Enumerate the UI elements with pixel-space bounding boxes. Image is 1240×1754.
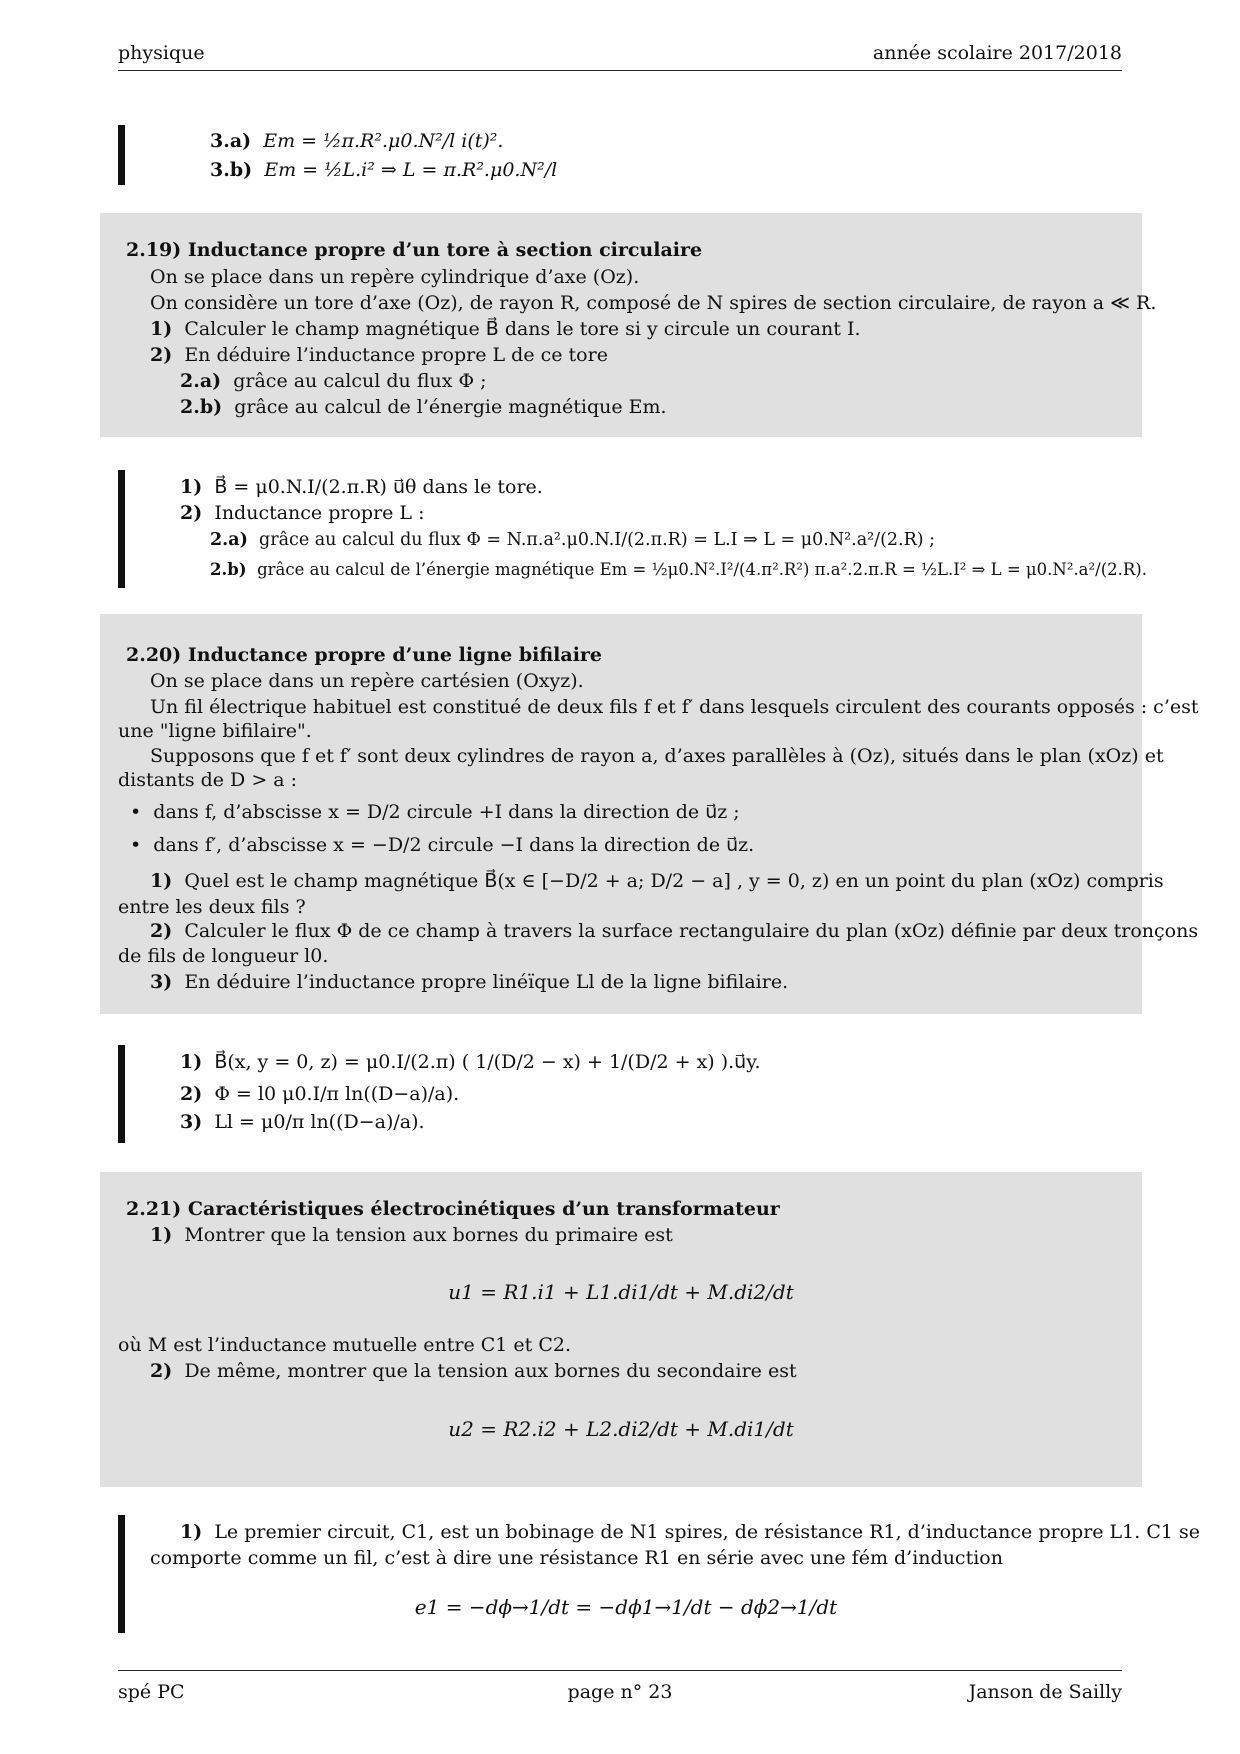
paragraph: une "ligne bifilaire".: [118, 720, 312, 742]
page-header: [118, 40, 1122, 71]
answer-1: Le premier circuit, C1, est un bobinage de N1 spires, de résistance R1, d’inductance propre L1. C1 se: [214, 1521, 1201, 1543]
question-3: En déduire l’inductance propre linéïque Ll de la ligne bifilaire.: [184, 971, 789, 993]
question-2a: grâce au calcul du flux Φ ;: [233, 370, 487, 392]
exercise-2-19: [100, 213, 1157, 437]
exercise-title: 2.21) Caractéristiques électrocinétiques d’un transformateur: [126, 1198, 780, 1220]
item-number: 2.b): [210, 560, 247, 579]
question-2b: grâce au calcul de l’énergie magnétique Em.: [234, 396, 667, 418]
exercise-title: 2.19) Inductance propre d’un tore à section circulaire: [126, 239, 703, 261]
item-number: 1): [150, 870, 173, 892]
equation-u1: u1 = R1.i1 + L1.di1/dt + M.di2/dt: [448, 1280, 794, 1304]
item-number: 2): [150, 920, 173, 942]
item-number: 3): [150, 971, 173, 993]
item-number: 1): [150, 318, 173, 340]
item-number: 3.a): [210, 130, 252, 152]
answer-2-19: [118, 470, 1147, 588]
answer-2a: grâce au calcul du flux Φ = N.π.a².μ0.N.I/(2.π.R) = L.I ⇒ L = μ0.N².a²/(2.R) ;: [259, 530, 936, 550]
exercise-2-21: [100, 1172, 1142, 1487]
item-number: 2.b): [180, 396, 223, 418]
exercise-2-20: 2.20) Inductance propre d’une ligne bifilaire On se place dans un repère cartésien (Oxyz). Un fil électrique habituel est constitué de deux fils f et f′ dans lesquels circulent des courants opposés : c’est une "ligne bifilaire". Supposons que f et f′ sont deux cylindres de rayon a, d’axes parallèles à (Oz), situés dans le plan (xOz) et distants de D > a : • dans f, d’abscisse x = D/2 circule +I dans la direction de u⃗z ; • dans f′, d’abscisse x = −D/2 circule −I dans la direction de u⃗z. 1) Quel est le champ magnétique B⃗(x ∈ [−D/2 + a; D/2 − a] , y = 0, z) en un point du plan (xOz) compris entre les deux fils ? 2) Calculer le flux Φ de ce champ à travers la surface rectangulaire du plan (xOz) définie par deux tronçons de fils de longueur l0. 3) En déduire l’inductance propre linéïque Ll de la ligne bifilaire.: [100, 614, 1142, 1014]
footer-class: spé PC: [118, 1681, 185, 1703]
answer-1: B⃗(x, y = 0, z) = μ0.I/(2.π) ( 1/(D/2 − x) + 1/(D/2 + x) ).u⃗y.: [214, 1051, 761, 1073]
item-number: 1): [180, 1051, 203, 1073]
answer-3a: Em = ½π.R².μ0.N²/l i(t)².: [263, 130, 504, 152]
question-1: Quel est le champ magnétique B⃗(x ∈ [−D/2 + a; D/2 − a] , y = 0, z) en un point du plan (xOz) compris: [184, 870, 1164, 892]
item-number: 2.a): [210, 530, 248, 550]
answer-3b: Em = ½L.i² ⇒ L = π.R².μ0.N²/l: [264, 159, 558, 181]
item-number: 3.b): [210, 159, 253, 181]
answer-2-20: [118, 1045, 1025, 1143]
paragraph: distants de D > a :: [118, 769, 298, 791]
question-1: Calculer le champ magnétique B⃗ dans le tore si y circule un courant I.: [184, 318, 861, 340]
bullet-item: dans f′, d’abscisse x = −D/2 circule −I dans la direction de u⃗z.: [153, 834, 755, 856]
question-1: Montrer que la tension aux bornes du primaire est: [184, 1224, 673, 1246]
equation-e1: e1 = −dϕ→1/dt = −dϕ1→1/dt − dϕ2→1/dt: [414, 1595, 838, 1619]
answer-1: B⃗ = μ0.N.I/(2.π.R) u⃗θ dans le tore.: [214, 476, 543, 498]
item-number: 2): [150, 1360, 173, 1382]
page-number: page n° 23: [567, 1681, 673, 1703]
header-year: année scolaire 2017/2018: [872, 42, 1122, 64]
bullet-item: dans f, d’abscisse x = D/2 circule +I dans la direction de u⃗z ;: [153, 801, 740, 823]
paragraph: où M est l’inductance mutuelle entre C1 et C2.: [118, 1334, 572, 1356]
paragraph: On considère un tore d’axe (Oz), de rayon R, composé de N spires de section circulaire, de rayon a ≪ R.: [150, 292, 1157, 314]
item-number: 2): [150, 344, 173, 366]
item-number: 1): [180, 476, 203, 498]
question-2: Calculer le flux Φ de ce champ à travers la surface rectangulaire du plan (xOz) définie par deux tronçons: [184, 920, 1199, 942]
item-number: 1): [150, 1224, 173, 1246]
answer-2: Inductance propre L :: [214, 502, 425, 524]
answer-1-cont: comporte comme un fil, c’est à dire une résistance R1 en série avec une fém d’induction: [150, 1547, 1003, 1569]
footer-school: Janson de Sailly: [968, 1681, 1122, 1703]
answer-block-3: [118, 125, 1125, 185]
page-footer: [118, 1670, 1122, 1711]
paragraph: Supposons que f et f′ sont deux cylindres de rayon a, d’axes parallèles à (Oz), situés dans le plan (xOz) et: [150, 745, 1164, 767]
item-number: 3): [180, 1111, 203, 1133]
equation-u2: u2 = R2.i2 + L2.di2/dt + M.di1/dt: [448, 1417, 794, 1441]
item-number: 2): [180, 1083, 203, 1105]
answer-2b: grâce au calcul de l’énergie magnétique Em = ½μ0.N².I²/(4.π².R²) π.a².2.π.R = ½L.I² ⇒ L = μ0.N².a²/(2.R).: [257, 560, 1147, 579]
paragraph: On se place dans un repère cartésien (Oxyz).: [150, 670, 584, 692]
answer-2-21: [118, 1515, 1201, 1633]
answer-2: Φ = l0 μ0.I/π ln((D−a)/a).: [214, 1083, 460, 1105]
paragraph: On se place dans un repère cylindrique d’axe (Oz).: [150, 266, 640, 288]
question-2: En déduire l’inductance propre L de ce tore: [184, 344, 608, 366]
paragraph: Un fil électrique habituel est constitué de deux fils f et f′ dans lesquels circulent des courants opposés : c’est: [150, 696, 1199, 718]
question-2: De même, montrer que la tension aux bornes du secondaire est: [184, 1360, 797, 1382]
item-number: 1): [180, 1521, 203, 1543]
exercise-title: 2.20) Inductance propre d’une ligne bifilaire: [126, 644, 603, 666]
item-number: 2.a): [180, 370, 222, 392]
item-number: 2): [180, 502, 203, 524]
header-subject: physique: [118, 42, 205, 64]
question-1-cont: entre les deux fils ?: [118, 896, 306, 918]
answer-3: Ll = μ0/π ln((D−a)/a).: [214, 1111, 425, 1133]
question-2-cont: de fils de longueur l0.: [118, 945, 329, 967]
